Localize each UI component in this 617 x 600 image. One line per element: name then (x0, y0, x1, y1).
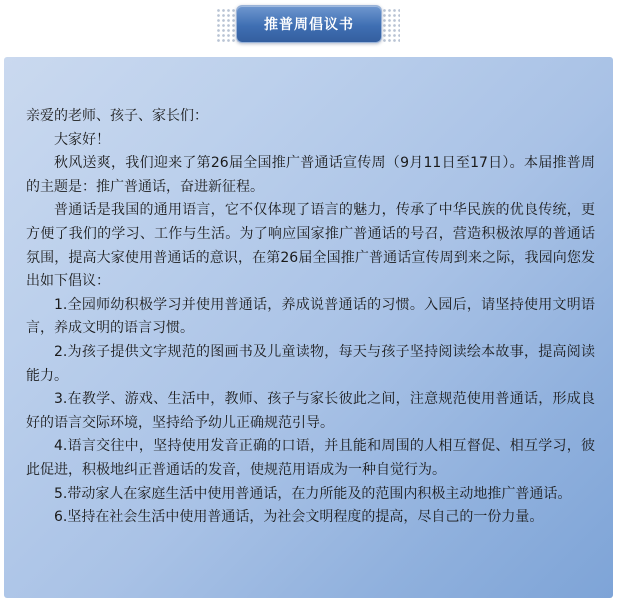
proposal-item-2: 2.为孩子提供文字规范的图画书及儿童读物，每天与孩子坚持阅读绘本故事，提高阅读能力。 (26, 343, 595, 384)
letter-card (4, 57, 613, 598)
proposal-item-6: 6.坚持在社会生活中使用普通话，为社会文明程度的提高，尽自己的一份力量。 (54, 509, 544, 526)
page-title: 推普周倡议书 (264, 17, 354, 33)
proposal-item-3: 3.在教学、游戏、生活中，教师、孩子与家长彼此之间，注意规范使用普通话，形成良好的语言交际环境，坚持给予幼儿正确规范引导。 (26, 391, 595, 431)
proposal-item-4: 4.语言交往中，坚持使用发音正确的口语，并且能和周围的人相互督促、相互学习，彼此促进，积极地纠正普通话的发音，使规范用语成为一种自觉行为。 (26, 438, 595, 478)
header-banner (236, 5, 382, 43)
proposal-item-1: 1.全园师幼积极学习并使用普通话，养成说普通话的习惯。入园后，请坚持使用文明语言，养成文明的语言习惯。 (26, 296, 595, 337)
letter-body: 普通话是我国的通用语言，它不仅体现了语言的魅力，传承了中华民族的优良传统，更方便了我们的学习、工作与生活。为了响应国家推广普通话的号召，营造积极浓厚的普通话氛围，提高大家使用普通话的意识，在第26届全国推广普通话宣传周到来之际，我园向您发出如下倡议： (26, 202, 595, 290)
proposal-item-5: 5.带动家人在家庭生活中使用普通话，在力所能及的范围内积极主动地推广普通话。 (54, 485, 572, 502)
letter-greeting: 大家好！ (54, 131, 110, 148)
letter-salutation: 亲爱的老师、孩子、家长们： (26, 108, 208, 124)
letter-intro: 秋风送爽，我们迎来了第26届全国推广普通话宣传周（9月11日至17日）。本届推普周的主题是：推广普通话，奋进新征程。 (26, 155, 595, 195)
